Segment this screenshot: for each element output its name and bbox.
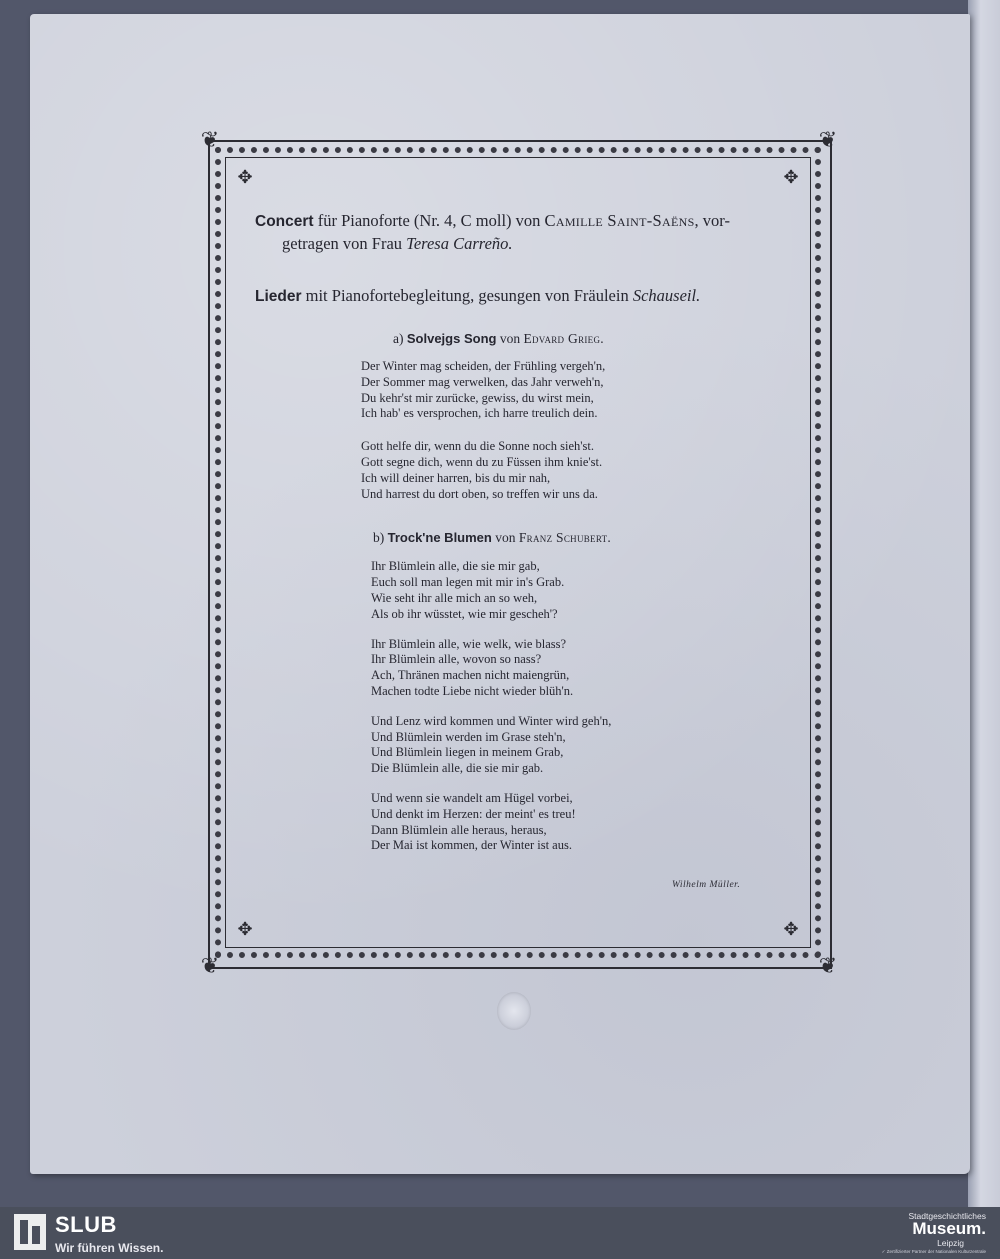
lyric-line: Ich hab' es versprochen, ich harre treulich dein. [361,406,598,421]
museum-name[interactable]: Museum. [912,1219,986,1238]
stanza [361,439,790,502]
song-a-prefix: a) [393,331,407,346]
stanza [371,791,790,854]
song-b-composer: Franz Schubert. [518,530,612,546]
stanza [361,359,790,422]
lyric-line: Und denkt im Herzen: der meint' es treu! [371,806,576,821]
lyric-line: Ich will deiner harren, bis du mir nah, [361,470,551,485]
lieder-entry [255,285,790,308]
lyric-line: Die Blümlein alle, die sie mir gab. [371,761,544,776]
blind-stamp [497,992,531,1030]
concert-description: für Pianoforte (Nr. 4, C moll) von [313,211,545,230]
song-a-von: von [496,331,524,346]
song-b-lyrics [255,559,790,854]
corner-ornament-icon: ❦ [200,953,220,978]
museum-certification: ✓ Zertifizierter Partner der Nationalen Kulturzentrale [881,1249,986,1254]
corner-ornament-icon: ✥ [783,919,799,939]
lyric-line: Du kehr'st mir zurücke, gewiss, du wirst mein, [361,390,594,405]
lyric-line: Dann Blümlein alle heraus, heraus, [371,822,547,837]
lyric-line: Und Lenz wird kommen und Winter wird geh'n, [371,713,612,728]
corner-ornament-icon: ✥ [237,919,253,939]
song-b-title-line [255,529,790,547]
program-content [255,210,790,854]
lyric-line: Der Winter mag scheiden, der Frühling vergeh'n, [361,359,606,373]
lyric-line: Und wenn sie wandelt am Hügel vorbei, [371,790,573,805]
slub-logo-icon[interactable] [12,1212,48,1252]
lyric-line: Ihr Blümlein alle, die sie mir gab, [371,559,540,574]
concert-line-end: , vor- [694,211,730,230]
lyric-line: Ihr Blümlein alle, wie welk, wie blass? [371,636,567,651]
stanza [371,714,790,777]
corner-ornament-icon: ❦ [818,953,838,978]
lieder-label: Lieder [255,288,302,305]
lyric-line: Ach, Thränen machen nicht maiengrün, [371,668,570,683]
lyric-line: Wie seht ihr alle mich an so weh, [371,590,538,605]
concert-label: Concert [255,213,314,230]
lyric-line: Als ob ihr wüsstet, wie mir gescheh'? [371,606,558,621]
song-a-lyrics [255,359,790,502]
song-b-title: Trock'ne Blumen [387,530,492,546]
lyric-line: Und Blümlein liegen in meinem Grab, [371,745,564,760]
lieder-singer: Schauseil. [632,286,701,305]
lyric-line: Gott segne dich, wenn du zu Füssen ihm knie'st. [361,454,603,469]
lyric-line: Euch soll man legen mit mir in's Grab. [371,575,565,590]
lyricist-credit: Wilhelm Müller. [672,880,741,890]
song-a-title: Solvejgs Song [406,331,497,346]
lyric-line: Der Sommer mag verwelken, das Jahr verweh'n, [361,374,604,389]
museum-city: Leipzig [937,1238,964,1248]
slub-tagline: Wir führen Wissen. [55,1241,164,1255]
song-b-prefix: b) [373,530,388,546]
slub-name[interactable]: SLUB [55,1212,117,1237]
stanza [371,559,790,622]
stanza [371,637,790,700]
song-a-composer: Edvard Grieg. [523,331,604,346]
corner-ornament-icon: ✥ [237,167,253,187]
museum-subtitle: Stadtgeschichtliches [908,1211,986,1221]
concert-performer: Teresa Carreño. [406,234,513,253]
corner-ornament-icon: ✥ [783,167,799,187]
concert-performer-prefix: getragen von Frau [282,234,407,253]
song-b-von: von [491,530,519,546]
lyric-line: Gott helfe dir, wenn du die Sonne noch sieh'st. [361,439,594,454]
lyric-line: Der Mai ist kommen, der Winter ist aus. [371,838,572,853]
corner-ornament-icon: ❦ [200,127,220,152]
lieder-description: mit Pianofortebegleitung, gesungen von Fräulein [301,286,633,305]
song-a-title-line [255,330,790,348]
concert-composer: Camille Saint-Saëns [544,211,695,230]
lyric-line: Und harrest du dort oben, so treffen wir uns da. [361,486,598,501]
concert-entry [255,210,790,233]
adjacent-page-edge [968,0,1000,1207]
concert-performer-line [255,233,790,255]
corner-ornament-icon: ❦ [818,127,838,152]
lyric-line: Ihr Blümlein alle, wovon so nass? [371,652,542,667]
lyric-line: Machen todte Liebe nicht wieder blüh'n. [371,683,574,698]
lyric-line: Und Blümlein werden im Grase steh'n, [371,729,566,744]
